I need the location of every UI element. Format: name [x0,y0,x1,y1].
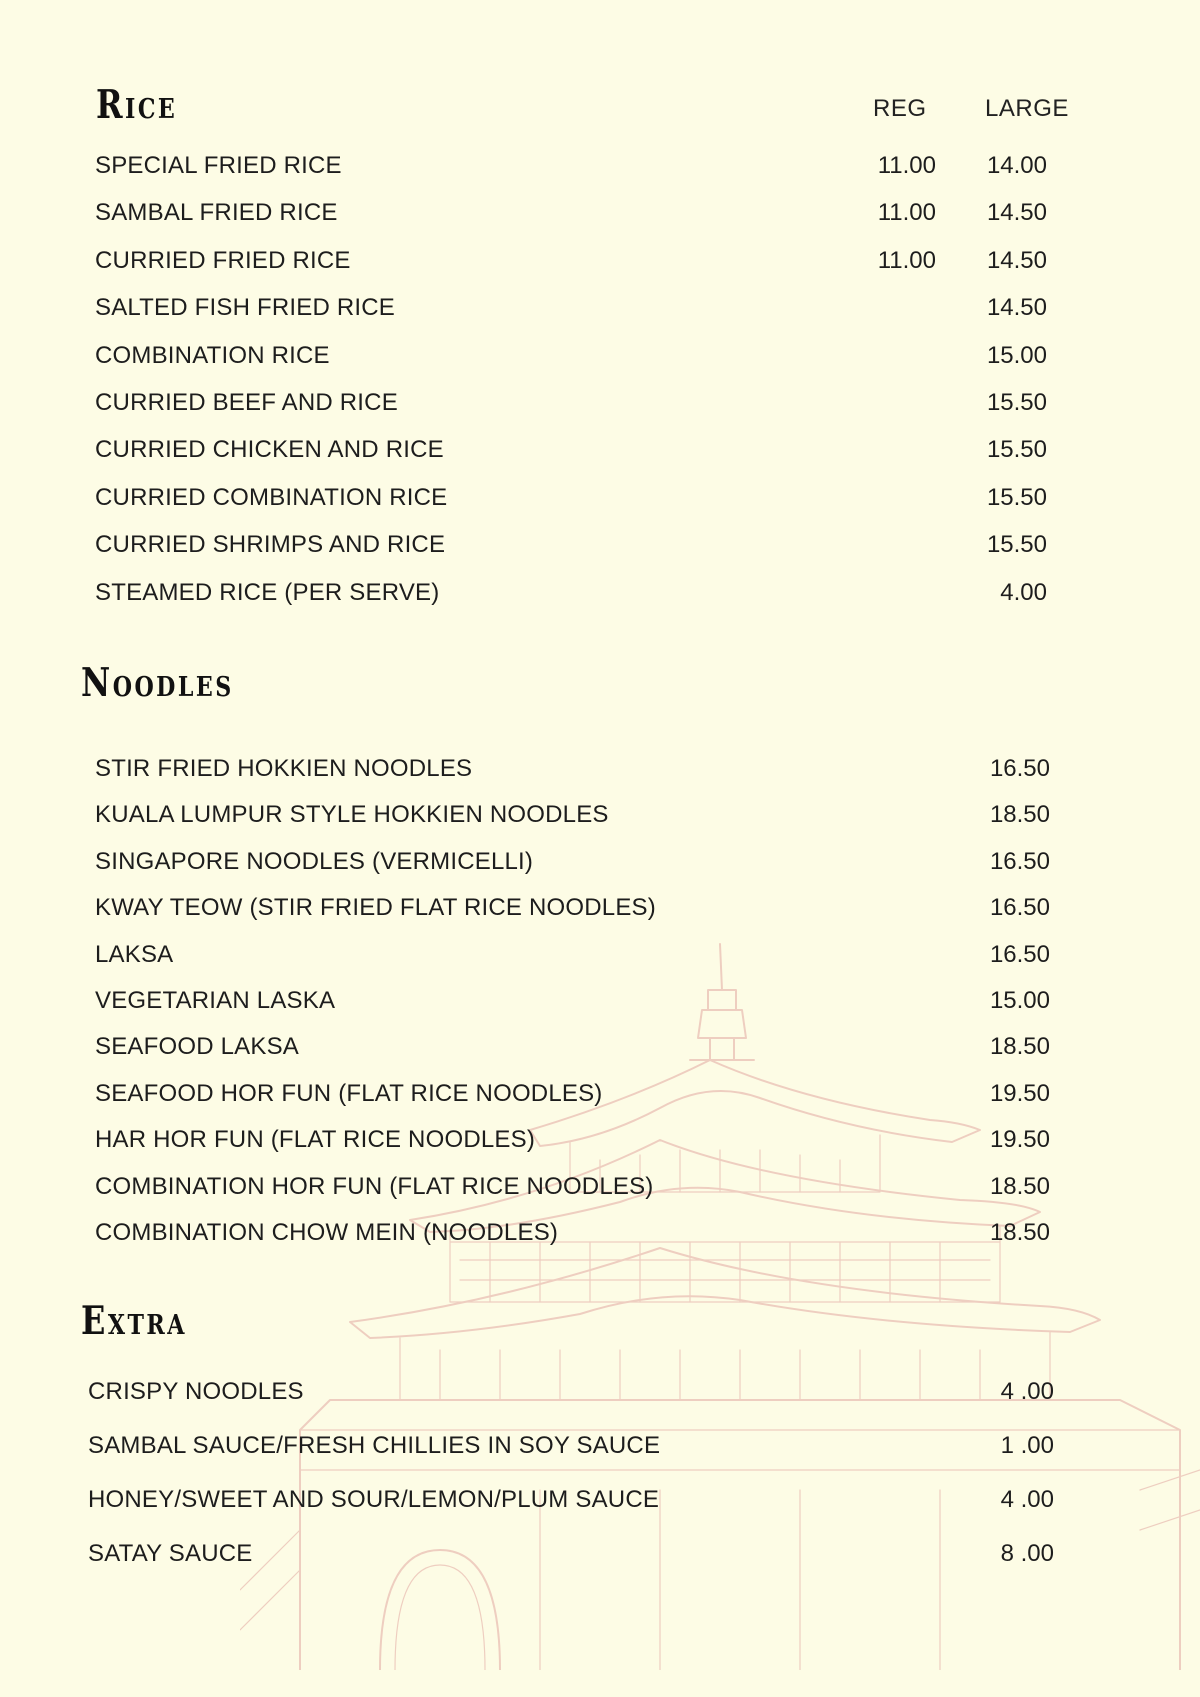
menu-item-name: COMBINATION HOR FUN (FLAT RICE NOODLES) [95,1172,654,1200]
menu-item-name: SALTED FISH FRIED RICE [95,294,395,322]
price: 16.50 [989,894,1050,922]
menu-item [0,1486,1200,1518]
menu-item-name: STEAMED RICE (PER SERVE) [95,578,440,606]
menu-item [0,987,1200,1019]
menu-item-name: SAMBAL SAUCE/FRESH CHILLIES IN SOY SAUCE [88,1432,661,1459]
menu-item-name: CURRIED COMBINATION RICE [95,483,448,511]
price: 18.50 [989,1219,1050,1246]
large-price: 14.50 [986,294,1047,322]
large-price: 15.50 [986,436,1047,464]
menu-item [0,848,1200,880]
menu-item [0,1033,1200,1065]
large-column-header: LARGE [985,95,1069,122]
menu-item-name: COMBINATION CHOW MEIN (NOODLES) [95,1219,559,1246]
menu-item [0,294,1200,326]
menu-item [0,579,1200,611]
reg-price: 11.00 [877,246,936,274]
price: 18.50 [989,801,1050,829]
reg-price: 11.00 [877,199,936,227]
price: 4 .00 [1000,1378,1054,1405]
large-price: 15.00 [986,341,1047,369]
menu-item-name: SAMBAL FRIED RICE [95,199,338,227]
price: 19.50 [989,1079,1050,1107]
menu-item-name: CURRIED FRIED RICE [95,246,351,274]
menu-item-name: KWAY TEOW (STIR FRIED FLAT RICE NOODLES) [95,894,656,922]
menu-item-name: CURRIED SHRIMPS AND RICE [95,531,446,559]
price: 18.50 [989,1033,1050,1061]
price: 8 .00 [1000,1540,1054,1567]
menu-item [0,894,1200,926]
menu-item-name: CURRIED CHICKEN AND RICE [95,436,444,464]
menu-item-name: HONEY/SWEET AND SOUR/LEMON/PLUM SAUCE [88,1486,660,1513]
reg-price: 11.00 [877,152,936,179]
noodles-heading: Noodles [81,660,234,706]
price: 18.50 [989,1172,1050,1200]
menu-item-name: LAKSA [95,940,174,968]
menu-item-name: COMBINATION RICE [95,341,330,369]
menu-item [0,342,1200,374]
extra-heading: Extra [81,1298,187,1344]
price: 4 .00 [1000,1486,1054,1513]
menu-item [0,484,1200,516]
menu-item [0,801,1200,833]
menu-item [0,152,1200,184]
rice-heading: Rice [96,82,178,128]
menu-item-name: STIR FRIED HOKKIEN NOODLES [95,755,473,782]
menu-item-name: CRISPY NOODLES [88,1378,304,1405]
reg-column-header: REG [873,95,927,122]
menu-item [0,531,1200,563]
menu-item [0,941,1200,973]
menu-item-name: CURRIED BEEF AND RICE [95,389,398,416]
menu-item-name: VEGETARIAN LASKA [95,987,336,1014]
menu-item-name: SATAY SAUCE [88,1540,253,1567]
menu-item [0,389,1200,421]
menu-item-name: SEAFOOD LAKSA [95,1033,299,1061]
menu-item [0,1432,1200,1464]
menu-item [0,1173,1200,1205]
large-price: 15.50 [986,389,1047,416]
menu-item-name: SEAFOOD HOR FUN (FLAT RICE NOODLES) [95,1079,603,1107]
menu-item-name: KUALA LUMPUR STYLE HOKKIEN NOODLES [95,801,609,829]
price: 16.50 [989,940,1050,968]
menu-item-name: HAR HOR FUN (FLAT RICE NOODLES) [95,1126,536,1154]
large-price: 15.50 [986,531,1047,559]
menu-item [0,247,1200,279]
menu-item [0,1378,1200,1410]
large-price: 14.50 [986,199,1047,227]
menu-item [0,199,1200,231]
price: 1 .00 [1000,1432,1054,1459]
menu-item [0,755,1200,787]
large-price: 15.50 [986,483,1047,511]
price: 16.50 [989,755,1050,782]
menu-item [0,1080,1200,1112]
menu-item [0,1540,1200,1572]
price: 15.00 [989,987,1050,1014]
menu-item [0,436,1200,468]
price: 19.50 [989,1126,1050,1154]
large-price: 14.00 [986,152,1047,179]
large-price: 14.50 [986,246,1047,274]
price: 16.50 [989,847,1050,875]
menu-item [0,1219,1200,1251]
menu-item [0,1126,1200,1158]
large-price: 4.00 [1000,578,1047,606]
menu-item-name: SINGAPORE NOODLES (VERMICELLI) [95,847,534,875]
menu-item-name: SPECIAL FRIED RICE [95,152,342,179]
